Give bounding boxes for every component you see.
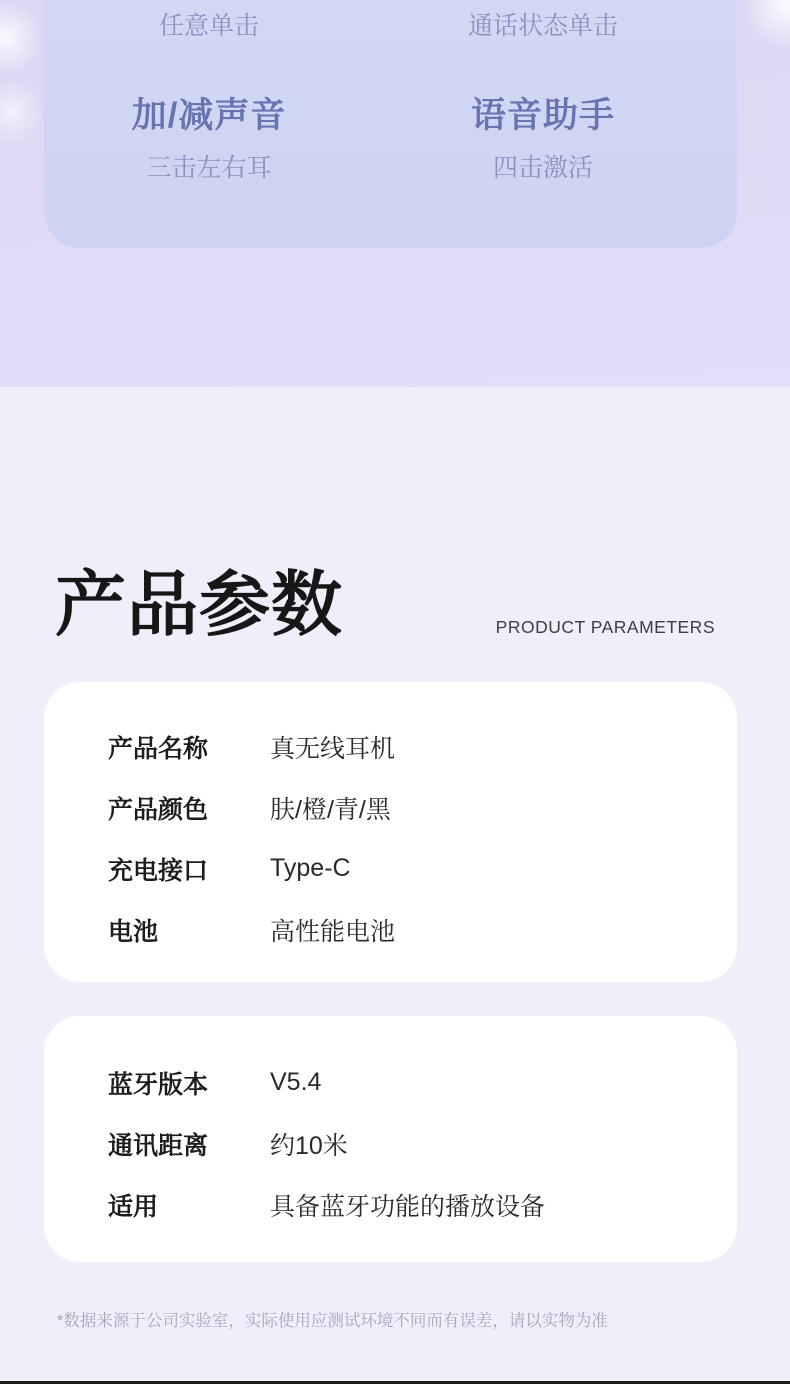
spec-label: 充电接口 (108, 856, 209, 885)
spec-label: 通讯距离 (108, 1131, 209, 1160)
spec-row (108, 1052, 737, 1113)
gesture-label-left: 三击左右耳 (146, 154, 272, 182)
spec-label: 蓝牙版本 (108, 1070, 209, 1099)
spec-row (108, 899, 737, 960)
spec-row (108, 716, 737, 777)
spec-row (108, 1174, 737, 1235)
function-title-voice-assistant: 语音助手 (470, 96, 616, 135)
gesture-label-right: 四击激活 (492, 154, 594, 182)
tap-label-right: 通话状态单击 (467, 12, 619, 40)
spec-row (108, 777, 737, 838)
spec-row (108, 838, 737, 899)
function-title-volume: 加/减声音 (131, 96, 287, 135)
spec-value: V5.4 (270, 1068, 322, 1096)
gesture-card (44, 0, 737, 248)
spec-label: 电池 (108, 917, 159, 946)
spec-label: 产品名称 (108, 734, 209, 763)
page-subtitle-en: PRODUCT PARAMETERS (495, 617, 715, 637)
spec-label: 产品颜色 (108, 795, 209, 824)
spec-card-connectivity (44, 1016, 737, 1262)
spec-value: Type-C (270, 854, 351, 882)
spec-value: 具备蓝牙功能的播放设备 (270, 1192, 546, 1221)
spec-value: 真无线耳机 (270, 734, 396, 763)
spec-value: 高性能电池 (270, 917, 396, 946)
disclaimer-footnote: *数据来源于公司实验室，实际使用应测试环境不同而有误差，请以实物为准 (57, 1312, 608, 1330)
spec-row (108, 1113, 737, 1174)
spec-value: 肤/橙/青/黑 (270, 795, 391, 824)
spec-value: 约10米 (270, 1131, 348, 1160)
spec-card-basic (44, 682, 737, 982)
tap-label-left: 任意单击 (158, 12, 260, 40)
section-title-row (55, 568, 735, 644)
hero-section (0, 0, 790, 387)
page-title: 产品参数 (55, 566, 344, 645)
product-parameters-section (0, 387, 790, 1384)
spec-label: 适用 (108, 1192, 159, 1221)
